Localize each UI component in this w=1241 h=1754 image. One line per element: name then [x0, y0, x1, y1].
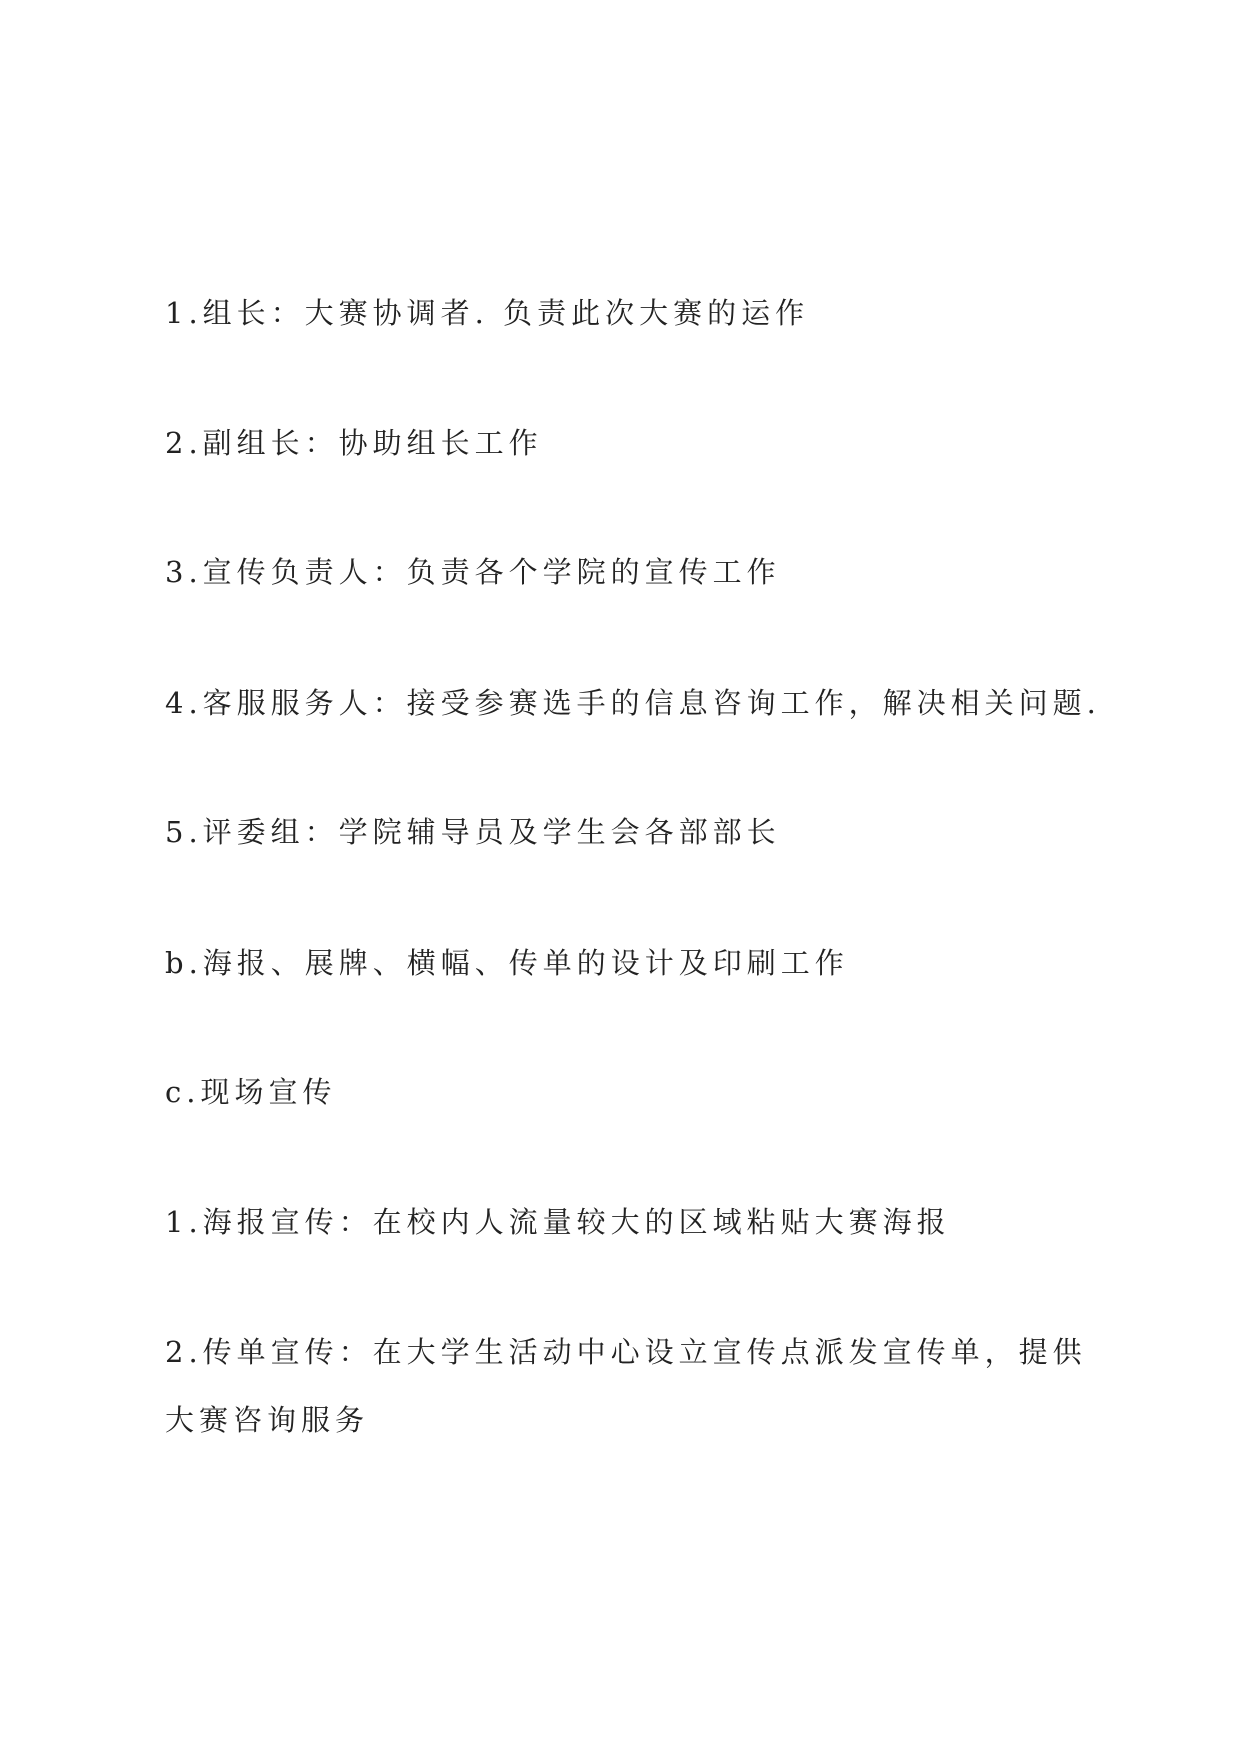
paragraph-onsite-publicity: c.现场宣传	[165, 1075, 337, 1109]
paragraph-customer-service: 4.客服服务人：接受参赛选手的信息咨询工作，解决相关问题.	[165, 686, 1101, 720]
paragraph-poster-publicity: 1.海报宣传：在校内人流量较大的区域粘贴大赛海报	[165, 1205, 951, 1239]
paragraph-publicity-lead: 3.宣传负责人：负责各个学院的宣传工作	[165, 555, 781, 589]
paragraph-flyer-publicity: 2.传单宣传：在大学生活动中心设立宣传点派发宣传单，提供大赛咨询服务	[165, 1335, 1087, 1437]
paragraph-design-printing: b.海报、展牌、横幅、传单的设计及印刷工作	[165, 946, 849, 980]
paragraph-deputy-leader: 2.副组长：协助组长工作	[165, 426, 543, 460]
paragraph-team-leader: 1.组长：大赛协调者. 负责此次大赛的运作	[165, 296, 810, 330]
paragraph-judging-panel: 5.评委组：学院辅导员及学生会各部部长	[165, 815, 781, 849]
